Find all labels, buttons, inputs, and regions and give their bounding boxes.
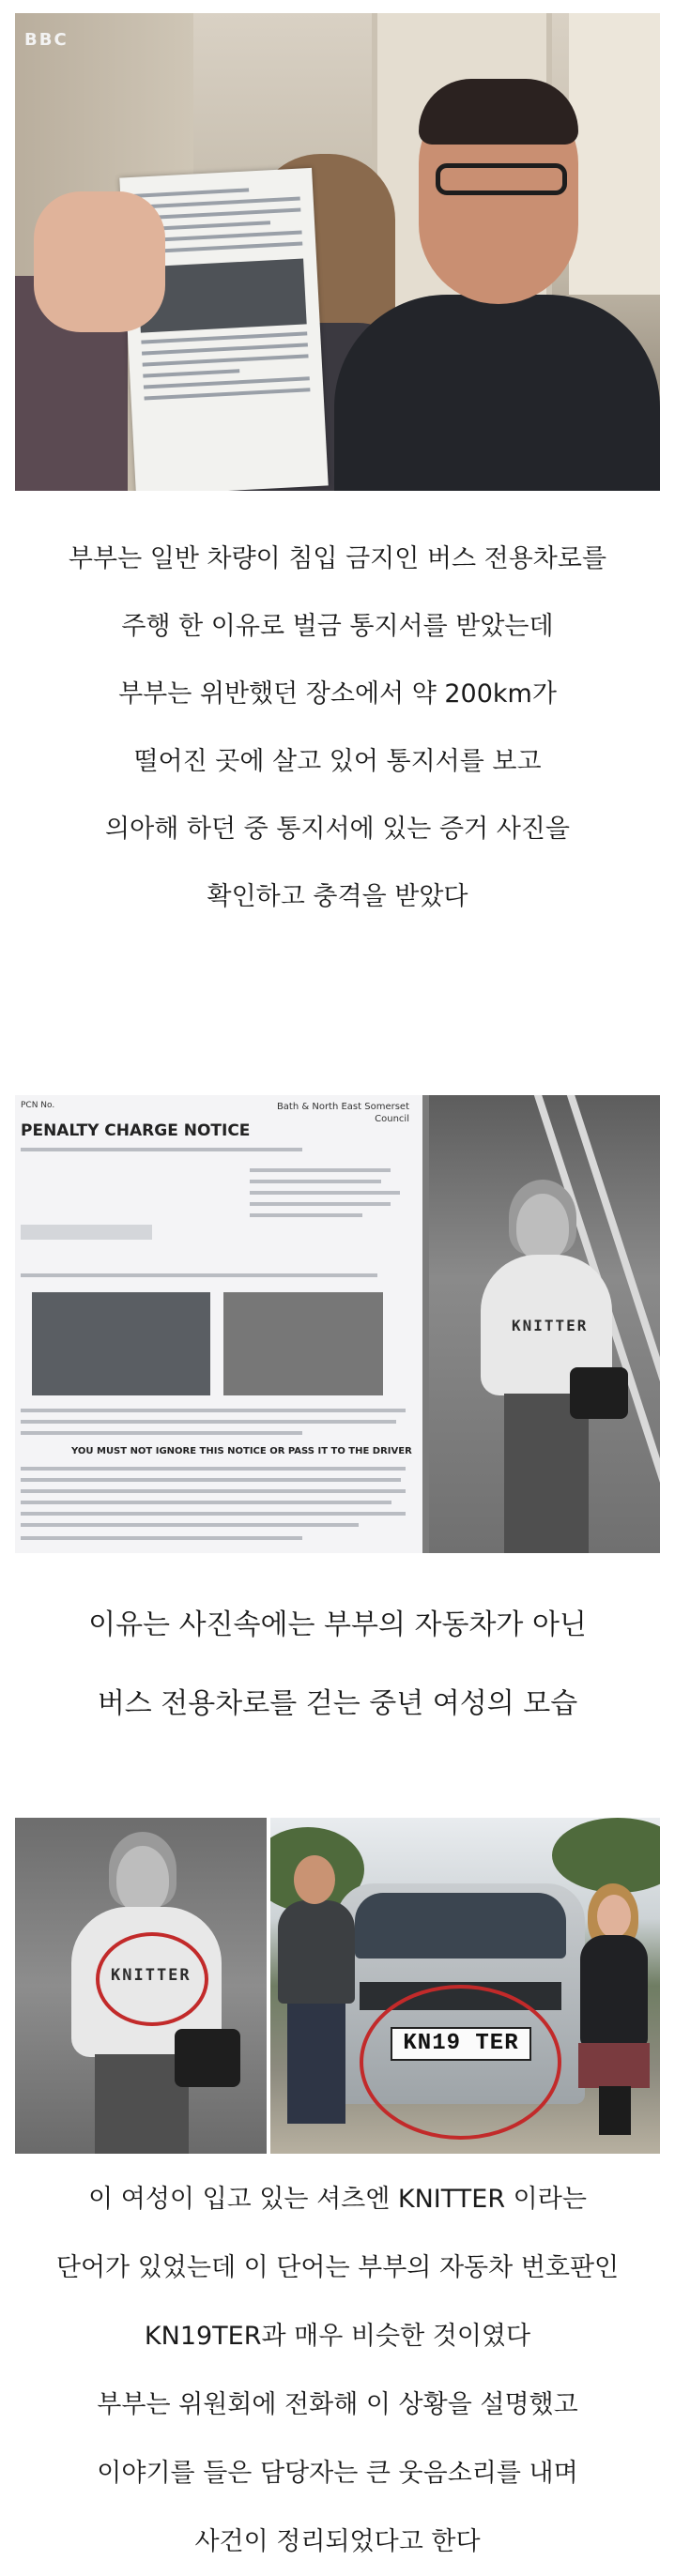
- penalty-notice-photo: [15, 1095, 660, 1553]
- conclusion-line: 이 여성이 입고 있는 셔츠엔 KNITTER 이라는: [88, 2185, 587, 2214]
- couple-with-van-photo: [270, 1818, 660, 2154]
- intro-line: 확인하고 충격을 받았다: [207, 882, 468, 911]
- notice-warning: YOU MUST NOT IGNORE THIS NOTICE OR PASS IT TO THE DRIVER: [71, 1446, 412, 1456]
- intro-line: 떨어진 곳에 살고 있어 통지서를 보고: [133, 747, 542, 776]
- pcn-label: PCN No.: [21, 1101, 55, 1110]
- highlight-circle: [360, 1985, 561, 2140]
- conclusion-paragraph: [0, 2165, 675, 2576]
- intro-line: 부부는 일반 차량이 침입 금지인 버스 전용차로를: [68, 544, 607, 573]
- penalty-notice: [15, 1095, 422, 1553]
- shirt-text: KNITTER: [512, 1317, 589, 1334]
- evidence-photo: [429, 1095, 660, 1553]
- license-plate: KN19 TER: [391, 2027, 531, 2061]
- intro-line: 부부는 위반했던 장소에서 약 200km가: [118, 679, 557, 709]
- intro-line: 주행 한 이유로 벌금 통지서를 받았는데: [121, 612, 554, 641]
- conclusion-line: 단어가 있었는데 이 단어는 부부의 자동차 번호판인: [55, 2253, 620, 2282]
- conclusion-line: 이야기를 들은 담당자는 큰 웃음소리를 내며: [97, 2459, 578, 2488]
- notice-title: PENALTY CHARGE NOTICE: [21, 1121, 251, 1140]
- council-name: Bath & North East Somerset Council: [276, 1102, 409, 1124]
- conclusion-line: 사건이 정리되었다고 한다: [194, 2527, 481, 2556]
- circled-shirt-photo: [15, 1818, 267, 2154]
- caption-line: 이유는 사진속에는 부부의 자동차가 아닌: [88, 1608, 587, 1641]
- shirt-text: KNITTER: [111, 1966, 192, 1985]
- caption-paragraph: [0, 1586, 675, 1744]
- couple-with-notice-photo: [15, 13, 660, 491]
- caption-line: 버스 전용차로를 걷는 중년 여성의 모습: [97, 1687, 578, 1720]
- intro-paragraph: [0, 526, 675, 931]
- glasses-icon: [436, 163, 567, 195]
- highlight-circle: [96, 1932, 208, 2026]
- bbc-logo: BBC: [24, 30, 69, 50]
- conclusion-line: 부부는 위원회에 전화해 이 상황을 설명했고: [97, 2390, 578, 2419]
- conclusion-line: KN19TER과 매우 비슷한 것이였다: [144, 2322, 531, 2351]
- intro-line: 의아해 하던 중 통지서에 있는 증거 사진을: [105, 815, 570, 844]
